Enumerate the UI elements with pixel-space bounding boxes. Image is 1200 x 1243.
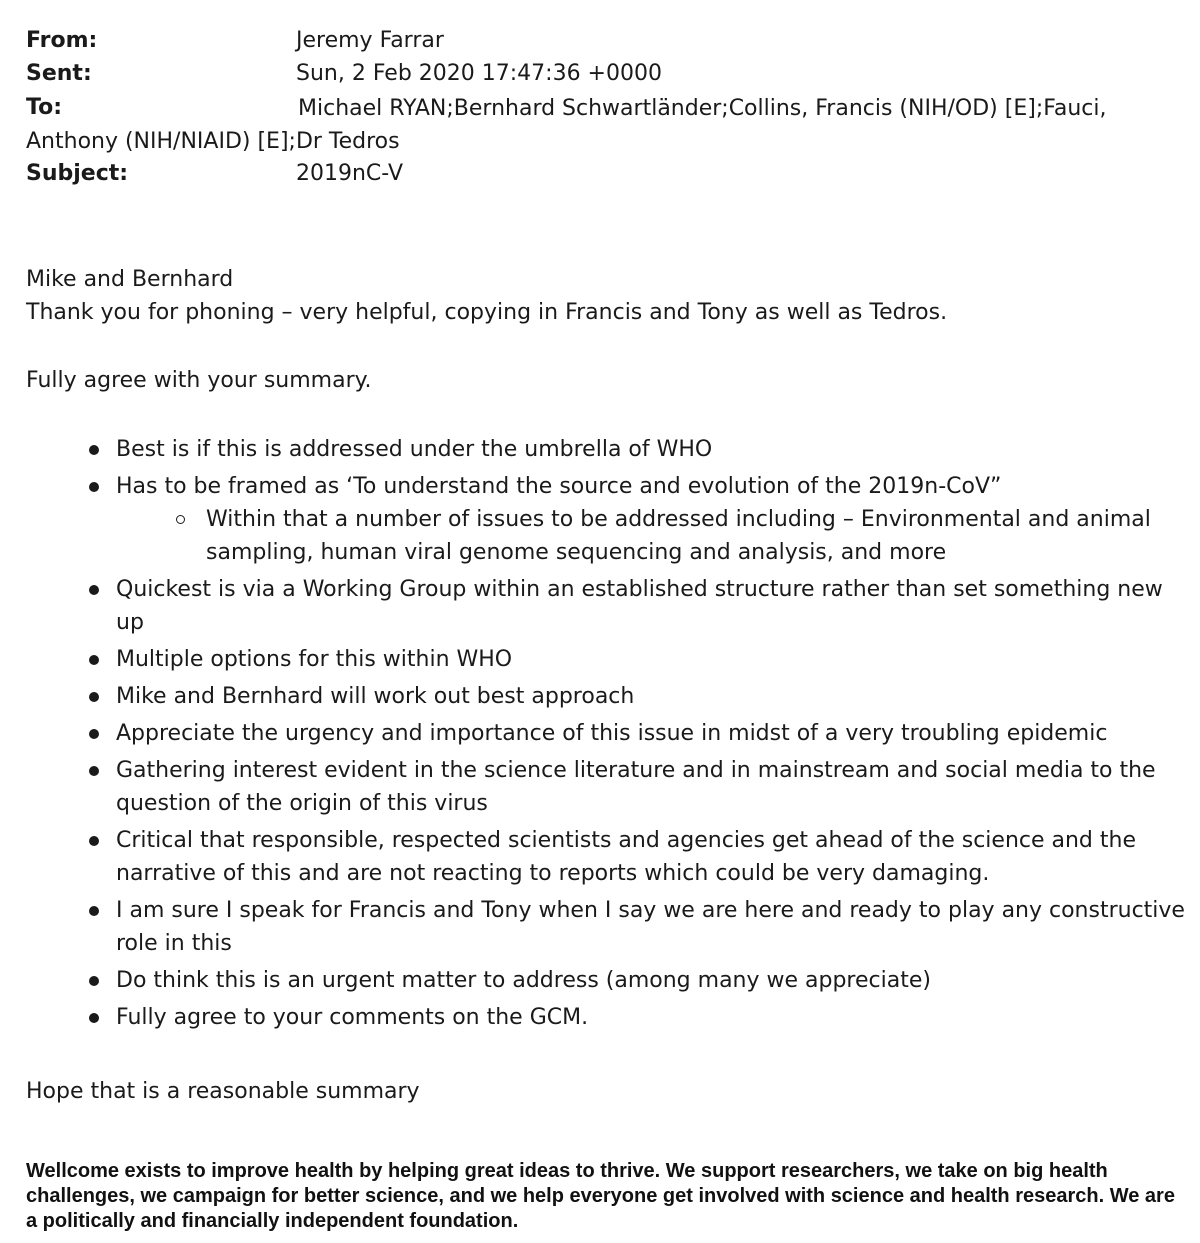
to-label: To: bbox=[26, 95, 62, 120]
list-item bbox=[0, 573, 1200, 639]
from-label: From: bbox=[26, 28, 98, 53]
sub-list-item bbox=[116, 503, 1190, 569]
body-line-2: Fully agree with your summary. bbox=[26, 368, 372, 393]
bullet-text: Appreciate the urgency and importance of this issue in midst of a very troubling epidemic bbox=[116, 721, 1108, 746]
subject-label: Subject: bbox=[26, 161, 129, 186]
bullet-text: Fully agree to your comments on the GCM. bbox=[116, 1005, 589, 1030]
bullet-text: Mike and Bernhard will work out best approach bbox=[116, 684, 635, 709]
bullet-icon bbox=[89, 692, 99, 702]
bullet-icon bbox=[89, 585, 99, 595]
sub-bullet-text: Within that a number of issues to be addressed including – Environmental and animal sampling, human viral genome sequencing and analysis, and more bbox=[206, 507, 1151, 565]
list-item bbox=[0, 433, 1200, 466]
to-value: Michael RYAN;Bernhard Schwartländer;Collins, Francis (NIH/OD) [E];Fauci, Anthony (NIH/NIAID) [E];Dr Tedros bbox=[26, 96, 1107, 154]
from-value: Jeremy Farrar bbox=[296, 28, 444, 53]
bullet-icon bbox=[89, 482, 99, 492]
bullet-text: Best is if this is addressed under the umbrella of WHO bbox=[116, 437, 713, 462]
bullet-icon bbox=[89, 906, 99, 916]
sub-bullet-list bbox=[116, 503, 1190, 569]
closing-line: Hope that is a reasonable summary bbox=[26, 1079, 420, 1104]
list-item bbox=[0, 964, 1200, 997]
bullet-icon bbox=[89, 836, 99, 846]
sent-label: Sent: bbox=[26, 61, 92, 86]
bullet-icon bbox=[89, 655, 99, 665]
list-item bbox=[0, 470, 1200, 569]
hollow-bullet-icon bbox=[176, 515, 185, 524]
list-item bbox=[0, 754, 1200, 820]
list-item bbox=[0, 717, 1200, 750]
wellcome-footer-disclaimer: Wellcome exists to improve health by helping great ideas to thrive. We support researchers, we take on big health challenges, we campaign for better science, and we help everyone get involved with science and health research. We are a politically and financially independent foundation. bbox=[26, 1160, 1175, 1232]
summary-bullet-list bbox=[0, 433, 1200, 1038]
bullet-icon bbox=[89, 766, 99, 776]
bullet-icon bbox=[89, 976, 99, 986]
bullet-text: I am sure I speak for Francis and Tony when I say we are here and ready to play any constructive role in this bbox=[116, 898, 1185, 956]
list-item bbox=[0, 1001, 1200, 1034]
bullet-icon bbox=[89, 729, 99, 739]
list-item bbox=[0, 824, 1200, 890]
list-item bbox=[0, 680, 1200, 713]
bullet-text: Gathering interest evident in the science literature and in mainstream and social media to the question of the origin of this virus bbox=[116, 758, 1156, 816]
list-item bbox=[0, 643, 1200, 676]
subject-value: 2019nC-V bbox=[296, 161, 403, 186]
bullet-text: Critical that responsible, respected scientists and agencies get ahead of the science and the narrative of this and are not reacting to reports which could be very damaging. bbox=[116, 828, 1136, 886]
list-item bbox=[0, 894, 1200, 960]
body-line-1: Thank you for phoning – very helpful, copying in Francis and Tony as well as Tedros. bbox=[26, 300, 948, 325]
sent-value: Sun, 2 Feb 2020 17:47:36 +0000 bbox=[296, 61, 662, 86]
bullet-icon bbox=[89, 1013, 99, 1023]
bullet-icon bbox=[89, 445, 99, 455]
bullet-text: Do think this is an urgent matter to address (among many we appreciate) bbox=[116, 968, 931, 993]
bullet-text: Has to be framed as ‘To understand the source and evolution of the 2019n-CoV” bbox=[116, 474, 1002, 499]
greeting: Mike and Bernhard bbox=[26, 267, 234, 292]
bullet-text: Quickest is via a Working Group within an established structure rather than set something new up bbox=[116, 577, 1163, 635]
bullet-text: Multiple options for this within WHO bbox=[116, 647, 513, 672]
